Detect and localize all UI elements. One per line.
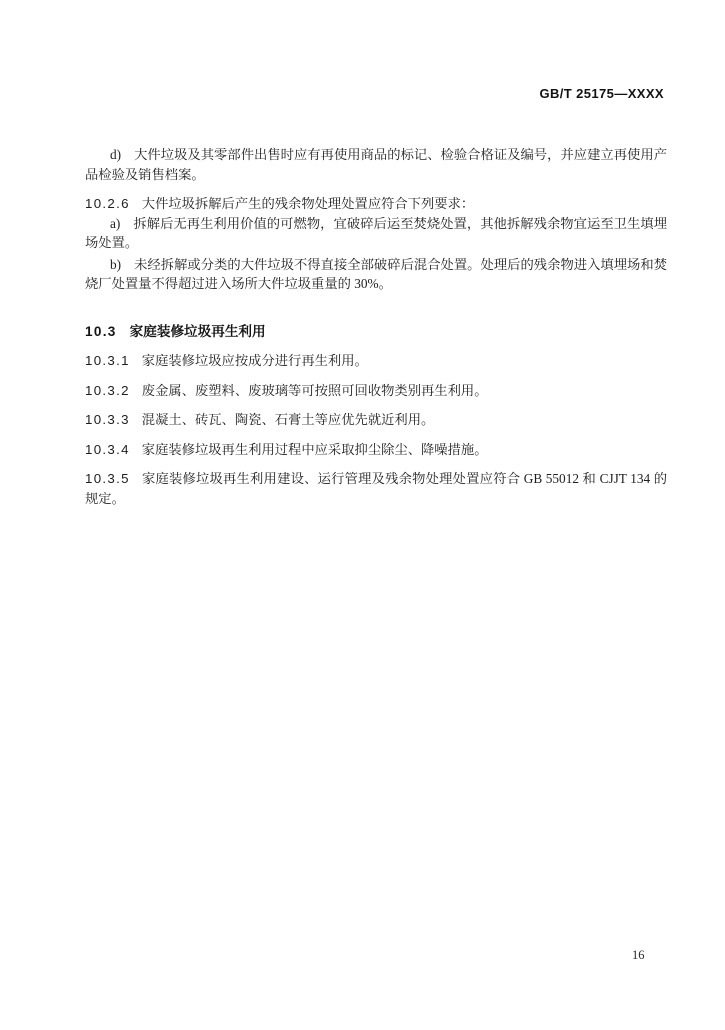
heading-text: 家庭装修垃圾再生利用 bbox=[129, 323, 266, 339]
clause-number: 10.2.6 bbox=[85, 196, 130, 211]
section-heading-10.3 bbox=[85, 322, 667, 342]
clause-10.3.3 bbox=[85, 410, 667, 430]
standard-number-header: GB/T 25175—XXXX bbox=[539, 86, 664, 101]
clause-number: 10.3.1 bbox=[85, 353, 130, 368]
list-item-d bbox=[85, 145, 667, 184]
clause-number: 10.3.2 bbox=[85, 382, 130, 398]
list-item-label: d) bbox=[110, 147, 122, 162]
paragraph-text: 大件垃圾及其零部件出售时应有再使用商品的标记、检验合格证及编号，并应建立再使用产品检验及销售档案。 bbox=[85, 147, 667, 182]
page-number: 16 bbox=[632, 948, 645, 962]
list-item-label: b) bbox=[110, 256, 122, 272]
heading-number: 10.3 bbox=[85, 323, 117, 339]
clause-number: 10.3.3 bbox=[85, 412, 130, 427]
paragraph-text: 混凝土、砖瓦、陶瓷、石膏土等应优先就近利用。 bbox=[141, 412, 435, 427]
paragraph-text: 家庭装修垃圾再生利用建设、运行管理及残余物处理处置应符合 GB 55012 和 CJJT 134 的规定。 bbox=[85, 471, 667, 506]
paragraph-text: 未经拆解或分类的大件垃圾不得直接全部破碎后混合处置。处理后的残余物进入填埋场和焚烧厂处置量不得超过进入场所大件垃圾重量的 30%。 bbox=[85, 256, 667, 291]
list-item-a bbox=[85, 214, 667, 253]
clause-10.2.6 bbox=[85, 194, 667, 214]
paragraph-text: 废金属、废塑料、废玻璃等可按照可回收物类别再生利用。 bbox=[141, 382, 488, 398]
clause-10.3.4 bbox=[85, 440, 667, 460]
list-item-label: a) bbox=[110, 215, 121, 231]
clause-number: 10.3.5 bbox=[85, 471, 130, 486]
paragraph-text: 大件垃圾拆解后产生的残余物处理处置应符合下列要求： bbox=[141, 196, 475, 211]
clause-10.3.2 bbox=[85, 381, 667, 401]
list-item-b bbox=[85, 255, 667, 294]
clause-10.3.5 bbox=[85, 469, 667, 508]
paragraph-text: 家庭装修垃圾应按成分进行再生利用。 bbox=[141, 353, 368, 368]
document-content bbox=[85, 145, 667, 508]
clause-10.3.1 bbox=[85, 351, 667, 371]
paragraph-text: 拆解后无再生利用价值的可燃物，宜破碎后运至焚烧处置，其他拆解残余物宜运至卫生填埋场处置。 bbox=[85, 215, 667, 250]
clause-number: 10.3.4 bbox=[85, 441, 130, 457]
paragraph-text: 家庭装修垃圾再生利用过程中应采取抑尘除尘、降噪措施。 bbox=[141, 441, 488, 457]
